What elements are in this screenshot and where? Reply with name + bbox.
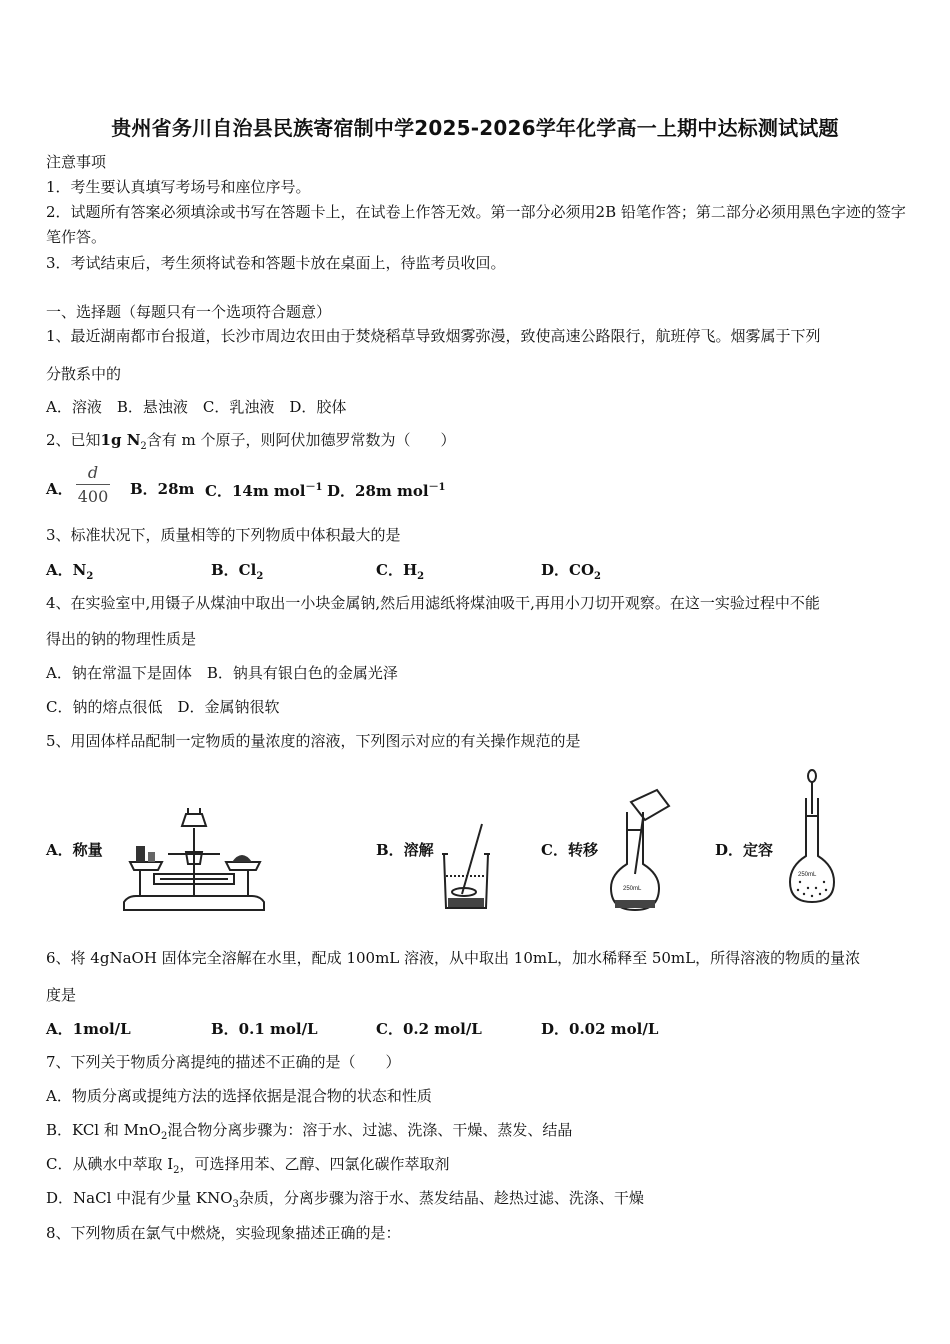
q7-option-d-sub: 3 (232, 1199, 239, 1210)
flask-label-icon: 250mL (798, 872, 817, 878)
q5-option-d: D．定容 (715, 841, 774, 859)
q3-option-a-text: A．N (46, 561, 87, 579)
q3-stem: 3、标准状况下，质量相等的下列物质中体积最大的是 (46, 526, 401, 544)
q6-stem-line2: 度是 (46, 986, 77, 1004)
q5-option-b: B．溶解 (376, 841, 434, 859)
q7-option-b (46, 1120, 908, 1147)
q7-option-b-sub: 2 (160, 1131, 168, 1142)
q3-option-d-text: D．CO (541, 561, 595, 579)
flask-label-icon: 250mL (623, 886, 642, 892)
q2-stem (46, 430, 908, 457)
q7-option-d-pre: D．NaCl 中混有少量 KNO (46, 1189, 233, 1207)
q7-option-d-post: 杂质，分离步骤为溶于水、蒸发结晶、趁热过滤、洗涤、干燥 (238, 1189, 644, 1207)
q3-option-a-sub: 2 (86, 571, 94, 582)
q6-option-d: D．0.02 mol/L (541, 1020, 659, 1038)
q8-stem: 8、下列物质在氯气中燃烧，实验现象描述正确的是： (46, 1224, 401, 1242)
q4-stem-line2: 得出的钠的物理性质是 (46, 630, 197, 648)
q7-option-c-sub: 2 (173, 1165, 180, 1176)
q2-stem-pre: 2、已知 (46, 431, 101, 449)
q4-options-ab: A．钠在常温下是固体 B．钠具有银白色的金属光泽 (46, 664, 398, 682)
q4-stem-line1: 4、在实验室中,用镊子从煤油中取出一小块金属钠,然后用滤纸将煤油吸干,再用小刀切开观察。在这一实验过程中不能 (46, 594, 820, 612)
q1-stem-line1: 1、最近湖南都市台报道，长沙市周边农田由于焚烧稻草导致烟雾弥漫，致使高速公路限行，航班停飞。烟雾属于下列 (46, 327, 821, 345)
notice-item-1: 1．考生要认真填写考场号和座位序号。 (46, 178, 311, 196)
q2-option-c (205, 478, 322, 501)
notice-item-3: 3．考试结束后，考生须将试卷和答题卡放在桌面上，待监考员收回。 (46, 254, 506, 272)
q2-option-a-label: A． (46, 480, 73, 498)
q2-option-d (327, 478, 446, 501)
q1-stem-line2: 分散系中的 (46, 365, 122, 383)
q3-option-a (46, 559, 93, 582)
q2-stem-sub: 2 (140, 441, 147, 452)
q7-option-c (46, 1154, 908, 1181)
q5-option-c: C．转移 (541, 841, 598, 859)
flask-transfer-figure (605, 788, 679, 914)
q7-option-a: A．物质分离或提纯方法的选择依据是混合物的状态和性质 (46, 1087, 432, 1105)
q6-option-b: B．0.1 mol/L (211, 1020, 318, 1038)
q3-option-c-text: C．H (376, 561, 418, 579)
q7-option-c-post: ，可选择用苯、乙醇、四氯化碳作萃取剂 (179, 1155, 450, 1173)
q2-option-c-sup: －1 (305, 482, 323, 493)
q6-stem-line1: 6、将 4gNaOH 固体完全溶解在水里，配成 100mL 溶液，从中取出 10mL，加水稀释至 50mL，所得溶液的物质的量浓 (46, 949, 861, 967)
beaker-dissolving-figure (438, 822, 494, 912)
q7-option-b-post: 混合物分离步骤为：溶于水、过滤、洗涤、干燥、蒸发、结晶 (167, 1121, 573, 1139)
q7-stem: 7、下列关于物质分离提纯的描述不正确的是（ ） (46, 1053, 401, 1071)
q3-option-c-sub: 2 (417, 571, 425, 582)
q7-option-b-pre: B．KCl 和 MnO (46, 1121, 161, 1139)
q1-options: A．溶液 B．悬浊液 C．乳浊液 D．胶体 (46, 398, 347, 416)
section-heading: 一、选择题（每题只有一个选项符合题意） (46, 303, 332, 321)
q7-option-c-pre: C．从碘水中萃取 I (46, 1155, 174, 1173)
q7-option-d (46, 1188, 908, 1215)
notice-heading: 注意事项 (46, 153, 107, 171)
q5-option-a: A．称量 (46, 841, 103, 859)
q3-option-b-text: B．Cl (211, 561, 257, 579)
balance-weighing-figure (120, 808, 268, 916)
notice-item-2: 2．试题所有答案必须填涂或书写在答题卡上，在试卷上作答无效。第一部分必须用2B 铅笔作答；第二部分必须用黑色字迹的签字笔作答。 (46, 203, 906, 246)
q3-option-b (211, 559, 263, 582)
q5-stem: 5、用固体样品配制一定物质的量浓度的溶液，下列图示对应的有关操作规范的是 (46, 732, 581, 750)
fraction-denominator: 400 (77, 487, 109, 506)
q3-option-c (376, 559, 424, 582)
q2-stem-mass: 1g N (100, 431, 141, 449)
q3-option-d-sub: 2 (594, 571, 601, 582)
q2-option-b: B．28m (130, 480, 195, 498)
q2-option-a-fraction (76, 463, 110, 506)
page-title: 贵州省务川自治县民族寄宿制中学2025-2026学年化学高一上期中达标测试试题 (111, 116, 839, 140)
q4-options-cd: C．钠的熔点很低 D．金属钠很软 (46, 698, 280, 716)
q2-option-d-text: D．28m mol (327, 482, 429, 500)
q2-option-c-text: C．14m mol (205, 482, 306, 500)
q6-option-a: A．1mol/L (46, 1020, 131, 1038)
q2-option-d-sup: －1 (428, 482, 446, 493)
q6-option-c: C．0.2 mol/L (376, 1020, 482, 1038)
q3-option-b-sub: 2 (256, 571, 264, 582)
q2-stem-post: 含有 m 个原子，则阿伏加德罗常数为（ ） (146, 431, 456, 449)
volumetric-flask-figure (786, 768, 838, 908)
fraction-numerator: d (76, 463, 110, 485)
q3-option-d (541, 559, 601, 582)
